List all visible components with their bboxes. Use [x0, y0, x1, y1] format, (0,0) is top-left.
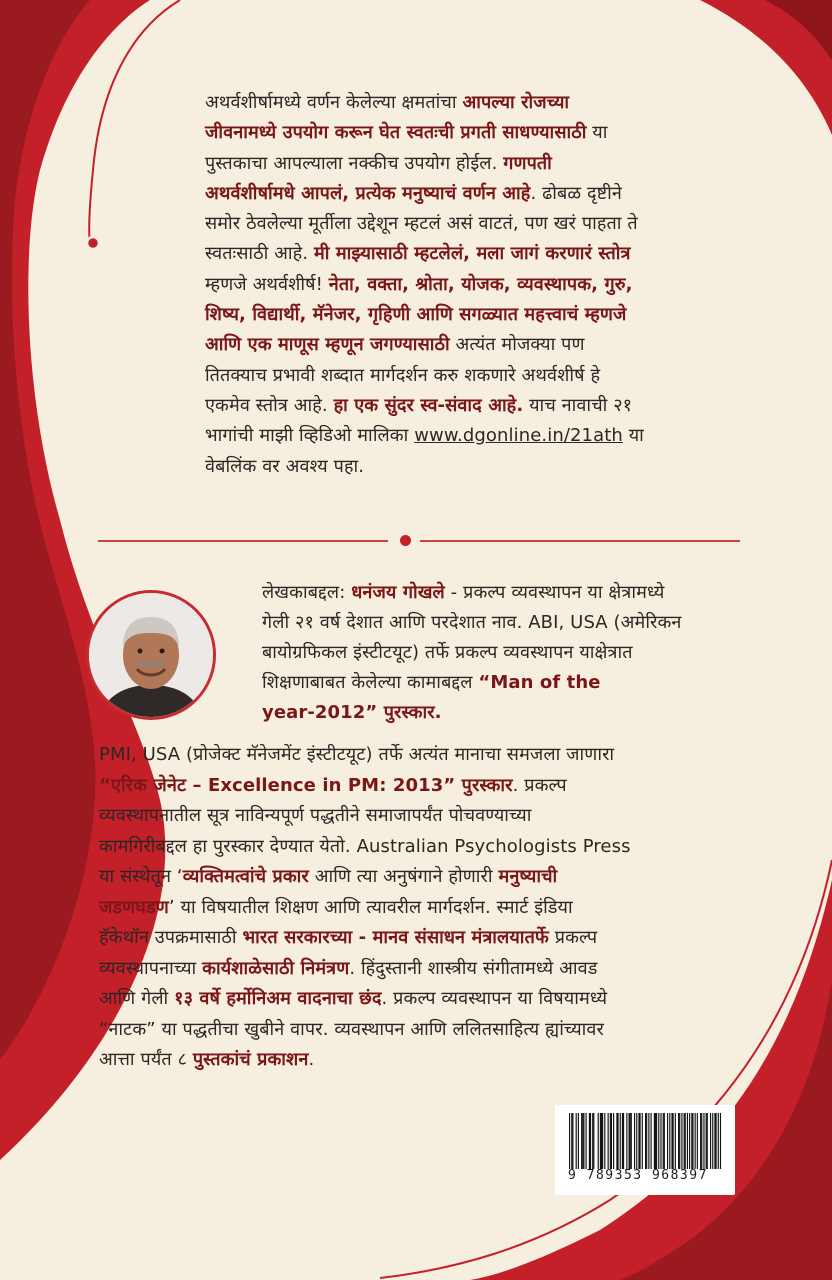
author-biography — [99, 740, 739, 1076]
bio-line — [99, 771, 739, 802]
bold-text: शिष्य, विद्यार्थी, मॅनेजर, गृहिणी आणि सगळ्यात महत्त्वाचं म्हणजे — [205, 304, 627, 326]
section-divider-left — [98, 540, 388, 542]
author-line — [262, 638, 772, 668]
blurb-line — [205, 421, 765, 451]
blurb-line — [205, 270, 765, 300]
text: व्यवस्थापनातील सूत्र नाविन्यपूर्ण पद्धतीने समाजापर्यंत पोचवण्याच्या — [99, 805, 532, 826]
text: व्यवस्थापनाच्या — [99, 957, 203, 979]
blurb-line — [205, 391, 765, 421]
author-portrait-icon — [89, 593, 213, 717]
text: स्वतःसाठी आहे. — [205, 243, 314, 265]
bold-text: year-2012” पुरस्कार. — [262, 702, 442, 723]
text: कामगिरीबद्दल हा पुरस्कार देण्यात येतो. Australian Psychologists Press — [99, 835, 631, 857]
text: अत्यंत मोजक्या पण — [449, 334, 585, 356]
bio-line — [99, 740, 739, 771]
video-series-link[interactable]: www.dgonline.in/21ath — [414, 425, 623, 447]
text: या संस्थेतून ‘ — [99, 866, 183, 887]
text: पुस्तकाचा आपल्याला नक्कीच उपयोग होईल. — [205, 152, 504, 174]
text: . ढोबळ दृष्टीने — [530, 182, 622, 204]
blurb-line — [205, 300, 765, 330]
text: . प्रकल्प — [512, 774, 567, 796]
text: भागांची माझी व्हिडिओ मालिका — [205, 425, 415, 447]
text: म्हणजे अथर्वशीर्ष! — [205, 273, 329, 295]
bold-text: भारत सरकारच्या - मानव संसाधन मंत्रालयातर्फे — [242, 927, 549, 948]
text: लेखकाबद्दल: — [262, 582, 352, 603]
bold-text: मी माझ्यासाठी म्हटलेलं, मला जागं करणारं स्तोत्र — [313, 243, 631, 265]
text: हॅकेथॉन उपक्रमासाठी — [99, 927, 243, 948]
blurb-line — [205, 118, 765, 148]
bio-line — [99, 923, 739, 954]
blurb-line — [205, 209, 765, 239]
bio-line — [99, 893, 739, 924]
divider-dot — [398, 533, 413, 548]
bold-text: “Man of the — [478, 672, 601, 693]
text: प्रकल्प — [548, 927, 598, 948]
blurb-line — [205, 330, 765, 360]
blurb-line — [205, 452, 765, 482]
text: . प्रकल्प व्यवस्थापन या विषयामध्ये — [381, 988, 608, 1009]
text: शिक्षणाबाबत केलेल्या कामाबद्दल — [262, 672, 479, 693]
bold-text: आपल्या रोजच्या — [462, 92, 570, 113]
bold-text: अथर्वशीर्षामधे आपलं, प्रत्येक मनुष्याचं वर्णन आहे — [205, 182, 531, 204]
blurb-line — [205, 149, 765, 179]
bold-text: नेता, वक्ता, श्रोता, योजक, व्यवस्थापक, गुरु, — [328, 273, 633, 295]
bio-line — [99, 801, 739, 832]
bold-text: पुस्तकांचं प्रकाशन — [192, 1049, 309, 1070]
bold-text: आणि एक माणूस म्हणून जगण्यासाठी — [205, 334, 450, 356]
book-blurb — [205, 88, 765, 482]
isbn-number: 9 789353 968397 — [568, 1168, 708, 1183]
bold-text: हा एक सुंदर स्व-संवाद आहे. — [333, 394, 524, 416]
text: याच नावाची २१ — [523, 394, 633, 416]
bold-text: गणपती — [503, 152, 552, 174]
author-line — [262, 578, 772, 608]
accent-dot — [87, 237, 99, 249]
bold-text: जीवनामध्ये उपयोग करून घेत स्वतःची प्रगती साधण्यासाठी — [205, 122, 587, 144]
author-intro — [262, 578, 772, 728]
text: ’ या विषयातील शिक्षण आणि त्यावरील मार्गदर्शन. स्मार्ट इंडिया — [168, 896, 573, 918]
author-photo — [86, 590, 216, 720]
text: एकमेव स्तोत्र आहे. — [205, 394, 334, 416]
bold-text: कार्यशाळेसाठी निमंत्रण — [202, 957, 350, 979]
text: “नाटक” या पद्धतीचा खुबीने वापर. व्यवस्थापन आणि ललितसाहित्य ह्यांच्यावर — [99, 1018, 604, 1040]
bold-text: “एरिक जेनेट – Excellence in PM: 2013” पुरस्कार — [99, 774, 513, 796]
text: गेली २१ वर्ष देशात आणि परदेशात नाव. ABI, USA (अमेरिकन — [262, 612, 682, 633]
text: आणि गेली — [99, 988, 175, 1009]
text: बायोग्रफिकल इंस्टीटयूट) तर्फे प्रकल्प व्यवस्थापन याक्षेत्रात — [262, 642, 633, 663]
bold-text: मनुष्याची — [498, 866, 558, 887]
bold-text: व्यक्तिमत्वांचे प्रकार — [182, 866, 309, 887]
text: समोर ठेवलेल्या मूर्तीला उद्देशून म्हटलं असं वाटतं, पण खरं पाहता ते — [205, 213, 638, 235]
author-line — [262, 608, 772, 638]
text: आत्ता पर्यंत ८ — [99, 1049, 193, 1070]
text: आणि त्या अनुषंगाने होणारी — [308, 866, 499, 887]
text: वेबलिंक वर अवश्य पहा. — [205, 455, 365, 477]
text: - प्रकल्प व्यवस्थापन या क्षेत्रामध्ये — [444, 582, 665, 603]
blurb-line — [205, 361, 765, 391]
bio-line — [99, 832, 739, 863]
text: या — [622, 425, 644, 447]
bold-text: १३ वर्षे हर्मोनिअम वादनाचा छंद — [174, 988, 382, 1009]
text: . हिंदुस्तानी शास्त्रीय संगीतामध्ये आवड — [349, 957, 598, 979]
author-line — [262, 698, 772, 728]
author-line — [262, 668, 772, 698]
text: तितक्याच प्रभावी शब्दात मार्गदर्शन करु शकणारे अथर्वशीर्ष हे — [205, 364, 601, 386]
bold-text: जडणघडण — [99, 896, 169, 918]
section-divider-right — [420, 540, 740, 542]
bio-line — [99, 954, 739, 985]
bio-line — [99, 862, 739, 893]
text: . — [308, 1049, 315, 1070]
bio-line — [99, 984, 739, 1015]
blurb-line — [205, 88, 765, 118]
text: PMI, USA (प्रोजेक्ट मॅनेजमेंट इंस्टीटयूट) तर्फे अत्यंत मानाचा समजला जाणारा — [99, 744, 615, 765]
text: या — [586, 122, 608, 144]
bio-line — [99, 1015, 739, 1046]
author-name: धनंजय गोखले — [351, 582, 445, 603]
blurb-line — [205, 179, 765, 209]
bio-line — [99, 1045, 739, 1076]
text: अथर्वशीर्षामध्ये वर्णन केलेल्या क्षमतांचा — [205, 92, 463, 113]
blurb-line — [205, 239, 765, 269]
